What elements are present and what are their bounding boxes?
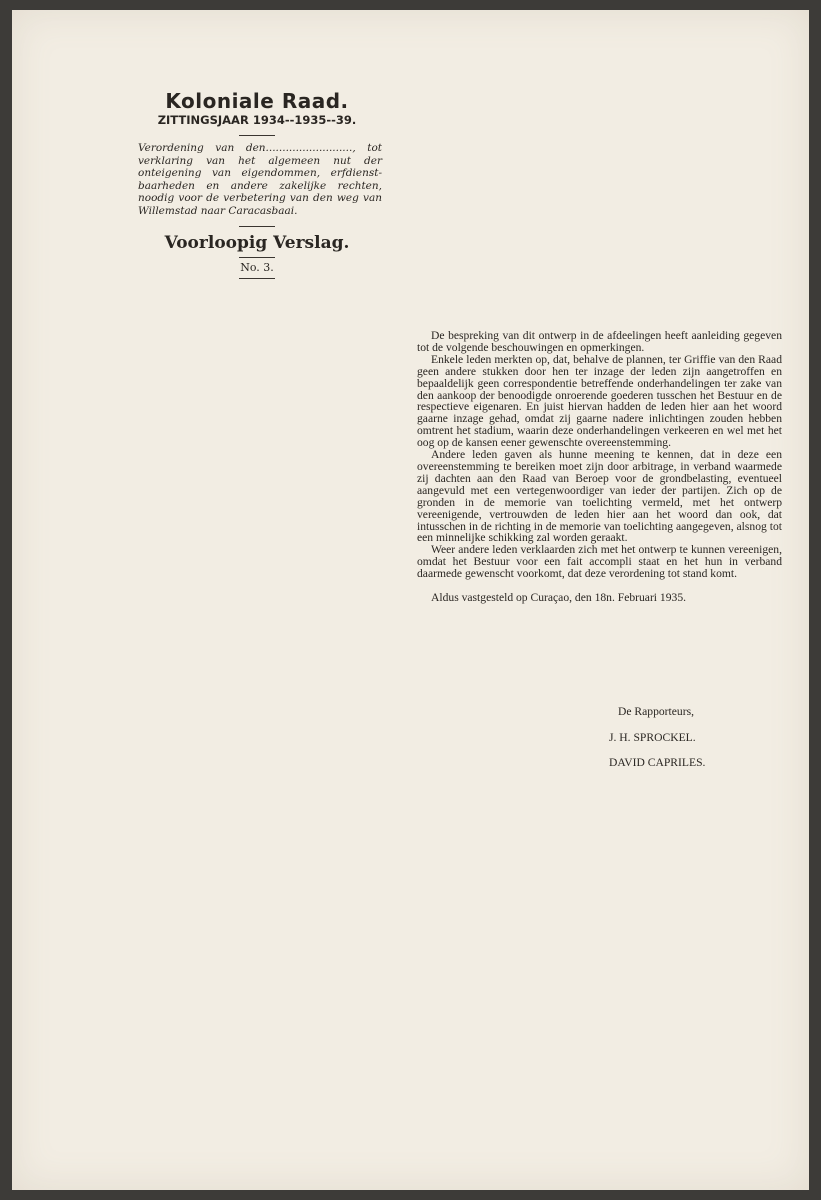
- rapporteur-name: DAVID CAPRILES.: [609, 756, 706, 769]
- divider: [239, 278, 275, 279]
- ordinance-subject: Verordening van den.........................., tot verklaring van het algemeen nut der onteigening van eigendommen, erfdienst-baarheden en andere zakelijke rechten, noodig voor de verbetering van den weg van Willemstad naar Caracasbaai.: [138, 142, 382, 217]
- council-title: Koloniale Raad.: [165, 89, 349, 113]
- body-paragraph: Andere leden gaven als hunne meening te kennen, dat in deze een overeenstemming te bereiken moet zijn door arbitrage, in verband waarmede zij dachten aan den Raad van Beroep voor de grondbelasting, eventueel aangevuld met een vertegenwoordiger van ieder der partijen. Zich op de gronden in de memorie van toelichting vermeld, met het ontwerp vereenigende, vertrouwden de leden hier aan het woord dan ook, dat intusschen in de richting in de memorie van toelichting aangegeven, alsnog tot een minnelijke schikking zal worden geraakt.: [417, 448, 782, 545]
- report-number: No. 3.: [240, 260, 274, 274]
- adoption-line: Aldus vastgesteld op Curaçao, den 18n. Februari 1935.: [431, 591, 687, 605]
- rapporteur-name: J. H. SPROCKEL.: [609, 731, 696, 744]
- session-year: ZITTINGSJAAR 1934--1935--39.: [157, 113, 357, 127]
- body-paragraph: Weer andere leden verklaarden zich met het ontwerp te kunnen vereenigen, omdat het Bestuur voor een fait accompli staat en het hun in verband daarmede gewenscht voorkomt, dat deze verordening tot stand komt.: [417, 543, 782, 581]
- document-page: [12, 10, 809, 1190]
- divider: [239, 257, 275, 258]
- body-paragraph: Enkele leden merkten op, dat, behalve de plannen, ter Griffie van den Raad geen andere stukken door hen ter inzage der leden zijn aangetroffen en bepaaldelijk geen correspondentie betreffende onderhandelingen ter zake van den aankoop der benoodigde onroerende goederen tusschen het Bestuur en de respectieve eigenaren. En juist hiervan hadden de leden hier aan het woord gaarne inzage gehad, omdat zij gaarne nadere inlichtingen zouden hebben omtrent het stadium, waarin deze onderhandelingen verkeeren en wel met het oog op de kansen eener gewenschte overeenstemming.: [417, 352, 782, 450]
- rapporteurs-label: De Rapporteurs,: [618, 705, 694, 718]
- report-body: [417, 330, 782, 604]
- report-title: Voorloopig Verslag.: [164, 232, 350, 253]
- document-header: [132, 90, 382, 279]
- body-paragraph: De bespreking van dit ontwerp in de afdeelingen heeft aanleiding gegeven tot de volgende beschouwingen en opmerkingen.: [417, 329, 782, 354]
- divider: [239, 226, 275, 227]
- divider: [239, 135, 275, 136]
